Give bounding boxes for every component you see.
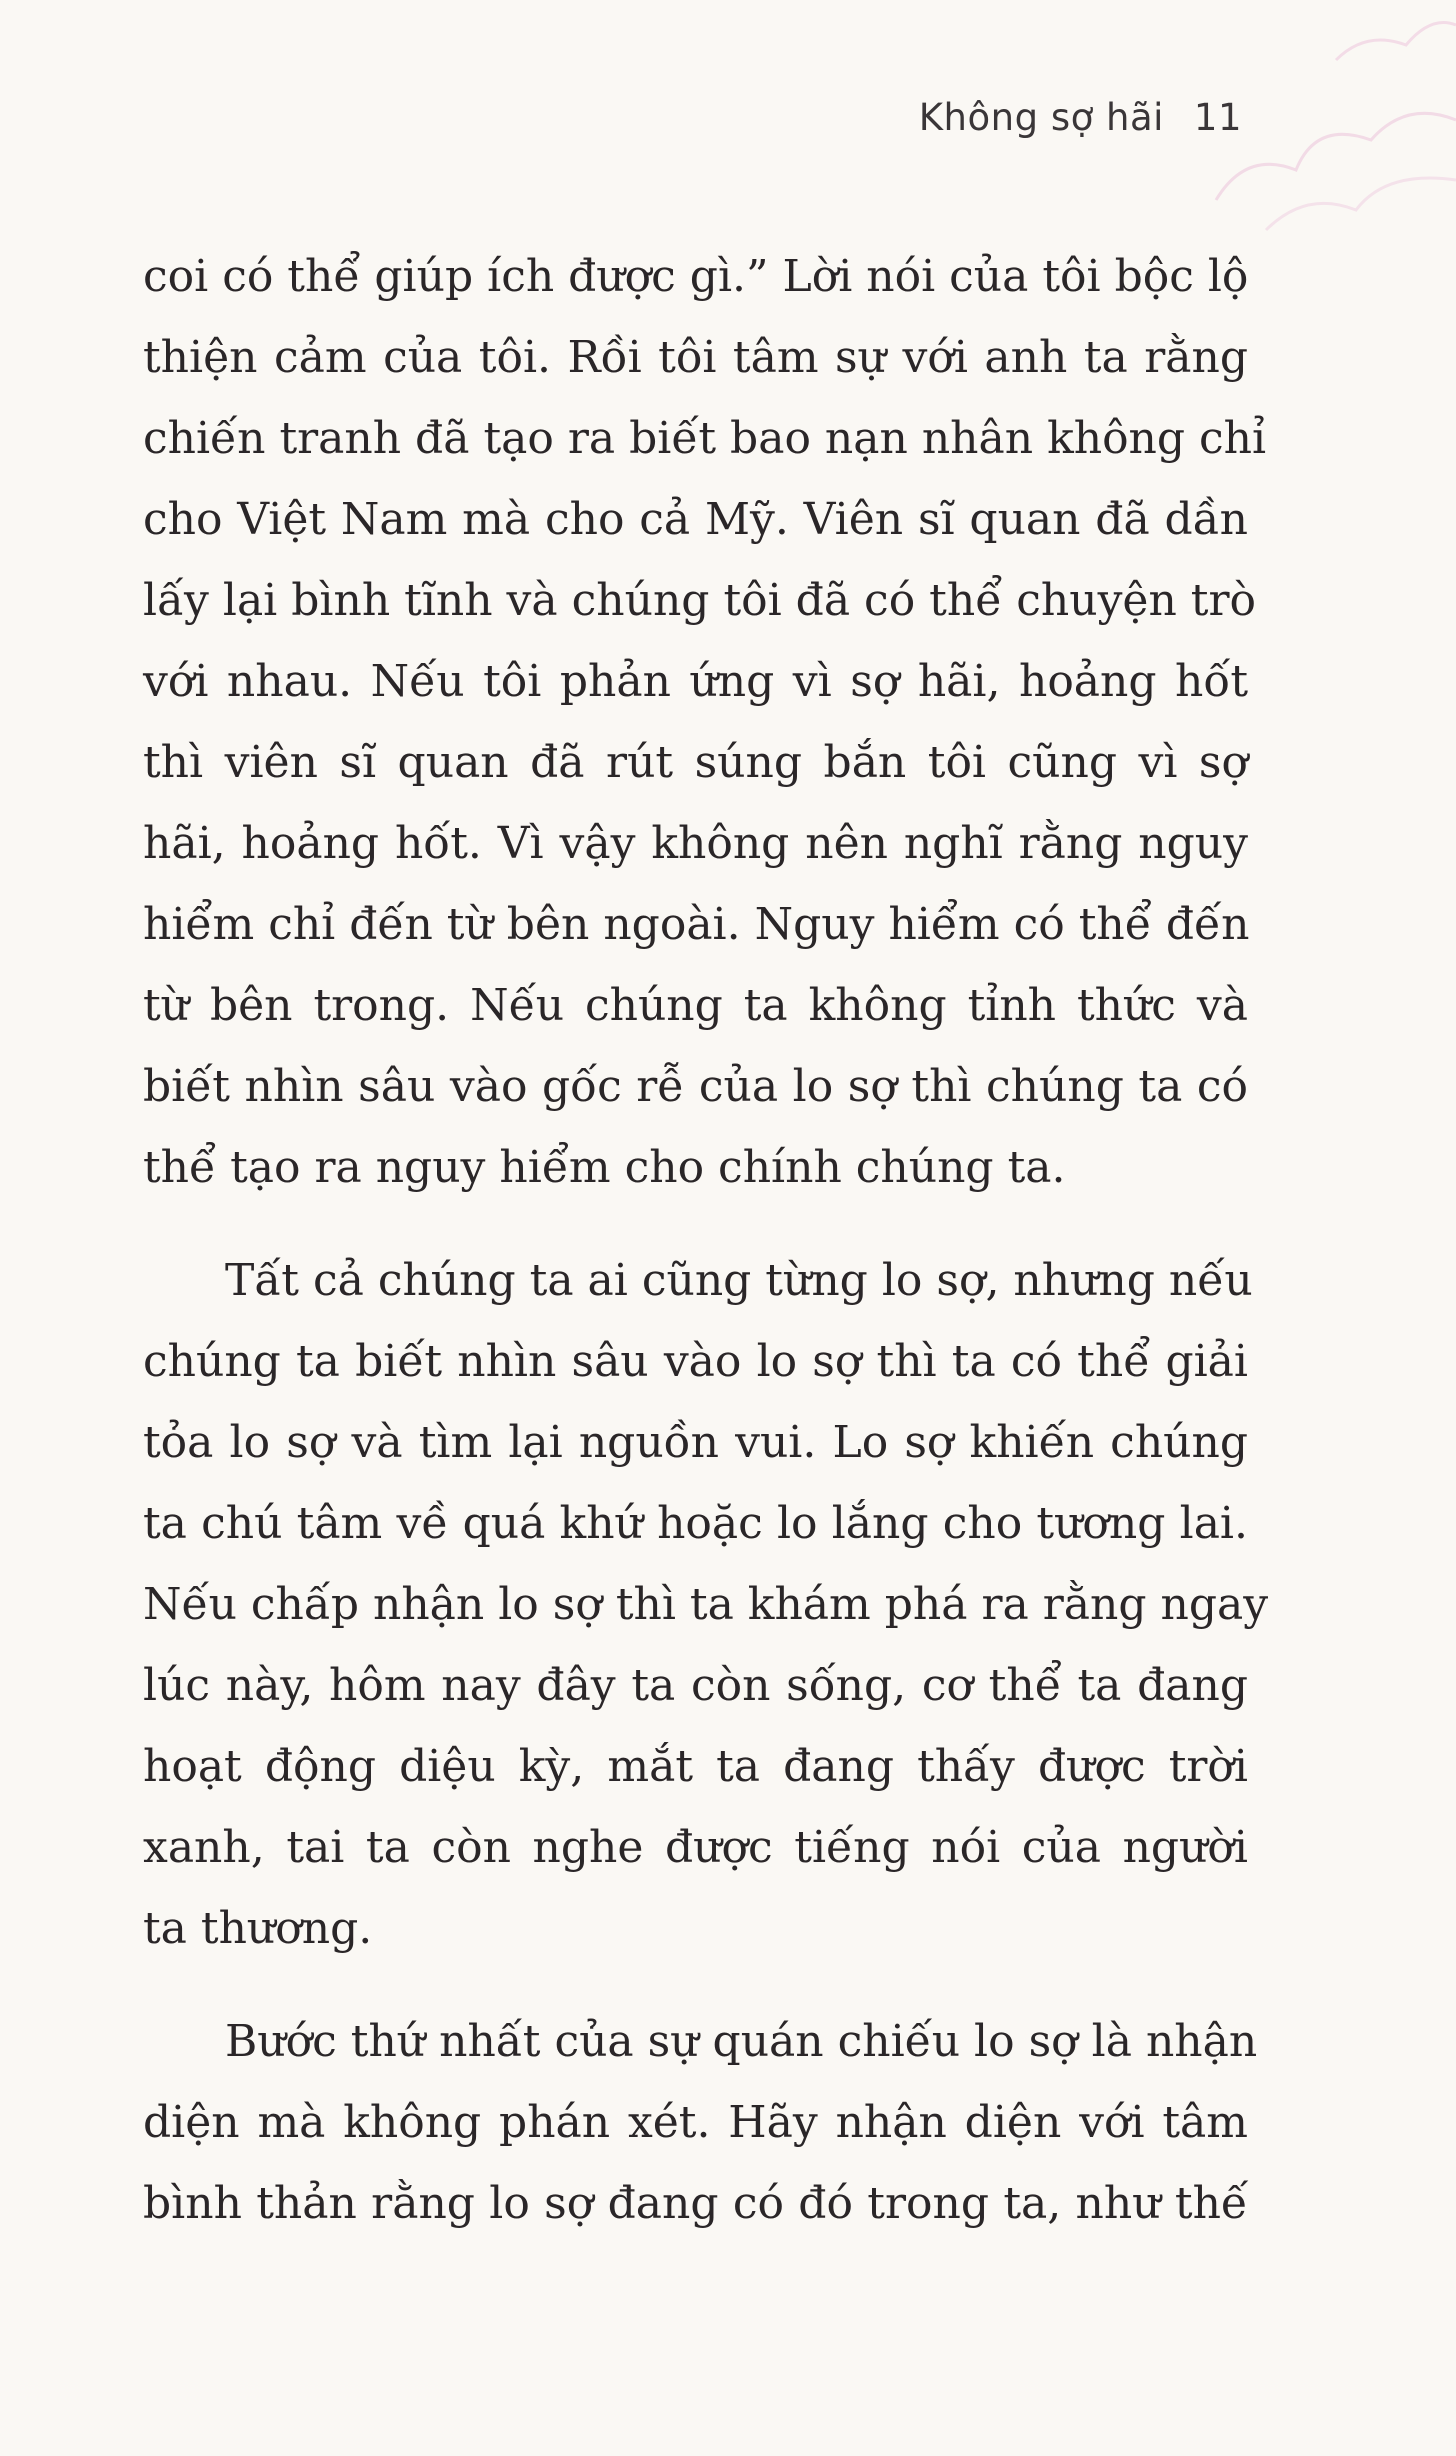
text-line: hãi, hoảng hốt. Vì vậy không nên nghĩ rằng nguy	[143, 818, 1248, 869]
paragraph-1	[143, 236, 1267, 1208]
text-line: với nhau. Nếu tôi phản ứng vì sợ hãi, hoảng hốt	[143, 656, 1248, 707]
text-line: hiểm chỉ đến từ bên ngoài. Nguy hiểm có thể đến	[143, 899, 1250, 950]
text-line: diện mà không phán xét. Hãy nhận diện với tâm	[143, 2097, 1248, 2148]
text-line: ta thương.	[143, 1903, 373, 1954]
paragraph-3	[143, 2001, 1258, 2244]
text-line: chiến tranh đã tạo ra biết bao nạn nhân không chỉ	[143, 413, 1267, 464]
text-line: lúc này, hôm nay đây ta còn sống, cơ thể ta đang	[143, 1660, 1248, 1711]
text-line: coi có thể giúp ích được gì.” Lời nói của tôi bộc lộ	[143, 251, 1249, 302]
running-header	[919, 96, 1242, 139]
text-line: biết nhìn sâu vào gốc rễ của lo sợ thì chúng ta có	[143, 1061, 1248, 1112]
page-number: 11	[1193, 96, 1242, 139]
body-text	[143, 236, 1269, 2244]
text-line: Tất cả chúng ta ai cũng từng lo sợ, nhưng nếu	[225, 1255, 1253, 1306]
text-line: ta chú tâm về quá khứ hoặc lo lắng cho tương lai.	[143, 1498, 1248, 1549]
running-title: Không sợ hãi	[918, 96, 1164, 139]
text-line: bình thản rằng lo sợ đang có đó trong ta, như thế	[143, 2178, 1248, 2229]
text-line: Bước thứ nhất của sự quán chiếu lo sợ là nhận	[225, 2016, 1258, 2067]
text-line: xanh, tai ta còn nghe được tiếng nói của người	[143, 1822, 1248, 1873]
text-line: lấy lại bình tĩnh và chúng tôi đã có thể chuyện trò	[143, 575, 1256, 626]
text-line: chúng ta biết nhìn sâu vào lo sợ thì ta có thể giải	[143, 1336, 1248, 1387]
text-line: tỏa lo sợ và tìm lại nguồn vui. Lo sợ khiến chúng	[143, 1417, 1248, 1468]
text-line: thể tạo ra nguy hiểm cho chính chúng ta.	[143, 1142, 1066, 1193]
text-line: thì viên sĩ quan đã rút súng bắn tôi cũng vì sợ	[143, 737, 1248, 788]
text-line: cho Việt Nam mà cho cả Mỹ. Viên sĩ quan đã dần	[143, 494, 1248, 545]
text-line: hoạt động diệu kỳ, mắt ta đang thấy được trời	[143, 1741, 1248, 1792]
text-line: thiện cảm của tôi. Rồi tôi tâm sự với anh ta rằng	[143, 332, 1248, 383]
text-line: từ bên trong. Nếu chúng ta không tỉnh thức và	[143, 980, 1248, 1031]
paragraph-2	[143, 1240, 1269, 1969]
text-line: Nếu chấp nhận lo sợ thì ta khám phá ra rằng ngay	[143, 1579, 1269, 1630]
